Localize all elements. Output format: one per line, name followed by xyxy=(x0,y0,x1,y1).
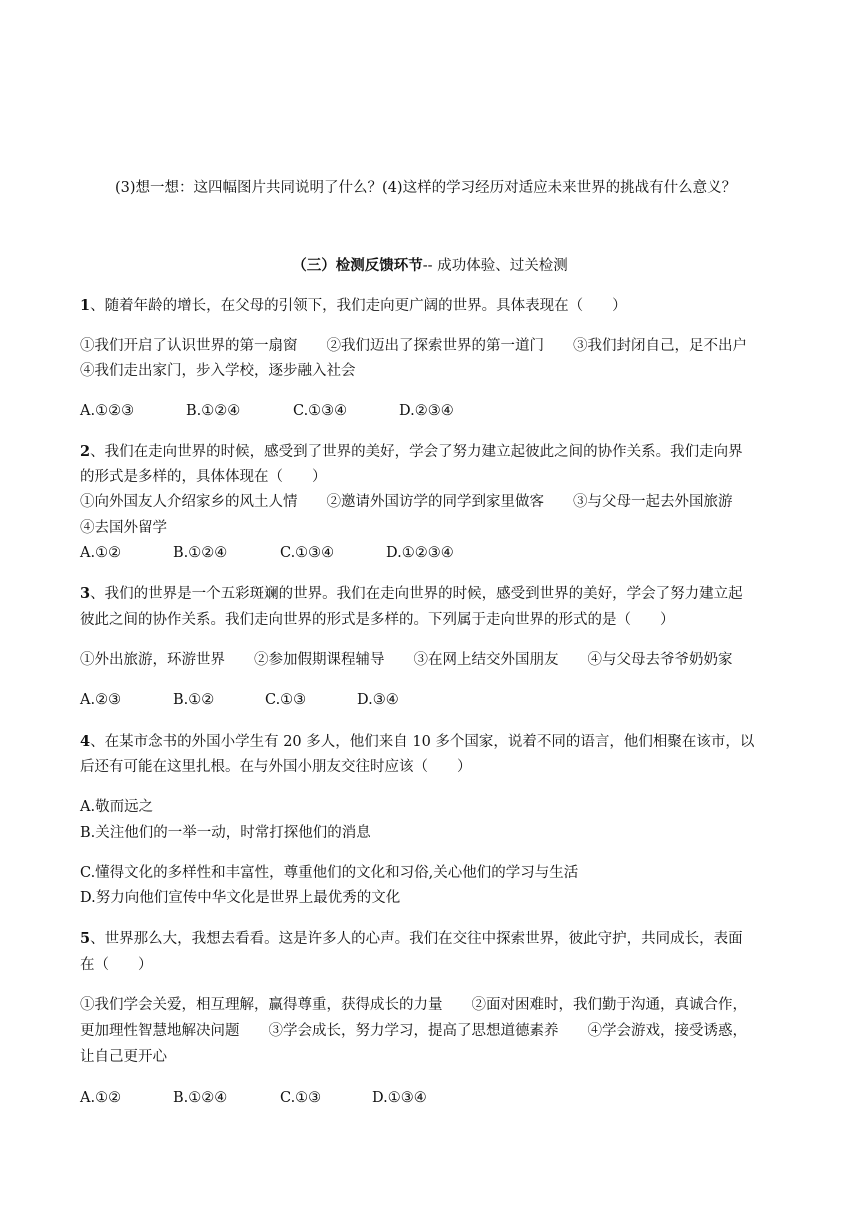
option-c: C.①③④ xyxy=(293,403,348,419)
option-d: D.②③④ xyxy=(399,403,454,419)
intro-question-line: (3)想一想：这四幅图片共同说明了什么？(4)这样的学习经历对适应未来世界的挑战有什么意义？ xyxy=(115,180,737,196)
question-text: 、我们的世界是一个五彩斑斓的世界。我们在走向世界的时候，感受到世界的美好，学会了努力建立起 xyxy=(90,586,743,602)
question-4-line-1 xyxy=(80,732,754,752)
question-5-statements-1: ①我们学会关爱，相互理解，赢得尊重，获得成长的力量 ②面对困难时，我们勤于沟通，真诚合作， xyxy=(80,997,747,1013)
question-5-options xyxy=(80,1088,427,1108)
question-text: 、随着年龄的增长，在父母的引领下，我们走向更广阔的世界。具体表现在（ ） xyxy=(90,298,627,314)
question-5-statements-2: 更加理性智慧地解决问题 ③学会成长，努力学习，提高了思想道德素养 ④学会游戏，接受诱惑， xyxy=(80,1023,747,1039)
question-3-line-1 xyxy=(80,584,743,604)
question-1-line-1 xyxy=(80,296,627,316)
option-d: D.③④ xyxy=(357,692,399,708)
question-number: 4 xyxy=(80,733,91,750)
option-d: D.①③④ xyxy=(372,1090,427,1106)
question-3-options xyxy=(80,690,399,710)
option-a: A.①② xyxy=(80,545,122,561)
option-a: A.①②③ xyxy=(80,403,135,419)
question-number: 3 xyxy=(80,585,91,602)
section-heading-bold: （三）检测反馈环节 xyxy=(292,257,423,274)
question-4-line-2: 后还有可能在这里扎根。在与外国小朋友交往时应该（ ） xyxy=(80,759,472,775)
section-heading-rest: -- 成功体验、过关检测 xyxy=(422,258,568,274)
question-number: 1 xyxy=(80,297,91,314)
question-4-choice-b: B.关注他们的一举一动，时常打探他们的消息 xyxy=(80,825,371,841)
option-c: C.①③④ xyxy=(280,545,335,561)
option-b: B.①② xyxy=(173,692,215,708)
option-b: B.①②④ xyxy=(186,403,241,419)
question-4-choice-d: D.努力向他们宣传中华文化是世界上最优秀的文化 xyxy=(80,890,401,906)
option-c: C.①③ xyxy=(265,692,307,708)
question-2-line-2: 的形式是多样的，具体体现在（ ） xyxy=(80,469,327,485)
question-4-choice-c: C.懂得文化的多样性和丰富性，尊重他们的文化和习俗,关心他们的学习与生活 xyxy=(80,865,579,881)
question-3-statements-1: ①外出旅游，环游世界 ②参加假期课程辅导 ③在网上结交外国朋友 ④与父母去爷爷奶奶家 xyxy=(80,652,733,668)
question-5-line-2: 在（ ） xyxy=(80,957,153,973)
option-b: B.①②④ xyxy=(173,1090,228,1106)
question-4-choice-a: A.敬而远之 xyxy=(80,799,154,815)
question-2-options xyxy=(80,543,454,563)
option-c: C.①③ xyxy=(280,1090,322,1106)
question-3-line-2: 彼此之间的协作关系。我们走向世界的形式是多样的。下列属于走向世界的形式的是（ ） xyxy=(80,612,675,628)
question-1-statements-1: ①我们开启了认识世界的第一扇窗 ②我们迈出了探索世界的第一道门 ③我们封闭自己，足不出户 xyxy=(80,338,747,354)
question-2-statements-2: ④去国外留学 xyxy=(80,520,167,536)
question-number: 5 xyxy=(80,930,91,947)
section-heading xyxy=(0,256,860,276)
question-1-options xyxy=(80,401,454,421)
question-5-line-1 xyxy=(80,929,743,949)
option-d: D.①②③④ xyxy=(386,545,454,561)
question-5-statements-3: 让自己更开心 xyxy=(80,1049,167,1065)
option-b: B.①②④ xyxy=(173,545,228,561)
option-a: A.②③ xyxy=(80,692,122,708)
question-text: 、在某市念书的外国小学生有 20 多人，他们来自 10 多个国家，说着不同的语言，他们相聚在该市，以 xyxy=(90,734,755,750)
question-2-statements-1: ①向外国友人介绍家乡的风土人情 ②邀请外国访学的同学到家里做客 ③与父母一起去外国旅游 xyxy=(80,494,733,510)
question-number: 2 xyxy=(80,443,91,460)
question-text: 、我们在走向世界的时候，感受到了世界的美好，学会了努力建立起彼此之间的协作关系。我们走向界 xyxy=(90,444,743,460)
question-text: 、世界那么大，我想去看看。这是许多人的心声。我们在交往中探索世界，彼此守护，共同成长，表面 xyxy=(90,931,743,947)
question-2-line-1 xyxy=(80,442,743,462)
option-a: A.①② xyxy=(80,1090,122,1106)
question-1-statements-2: ④我们走出家门，步入学校，逐步融入社会 xyxy=(80,363,356,379)
